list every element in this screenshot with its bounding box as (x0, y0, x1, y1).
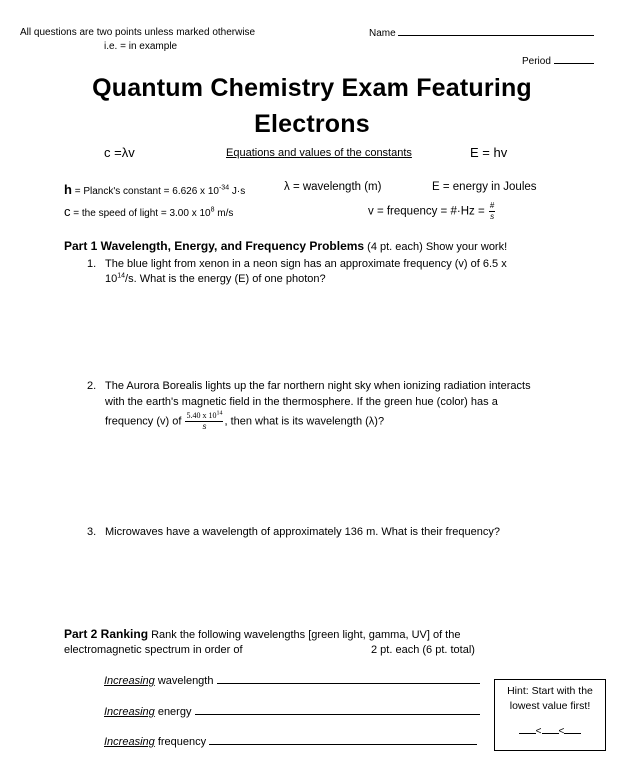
part2-heading: Part 2 Ranking Rank the following wavelengths [green light, gamma, UV] of the (64, 627, 461, 641)
hint-ordering-template: < < (495, 724, 605, 739)
hint-box (494, 679, 606, 751)
part2-subheading: electromagnetic spectrum in order of (64, 644, 243, 656)
hint-line-2: lowest value first! (509, 700, 591, 712)
frequency-fraction: $\frac{\#}{s}$ (489, 201, 495, 221)
question-2: 2. The Aurora Borealis lights up the far northern night sky when ionizing radiation interacts with the earth's magnetic field in the thermosphere. If the green hue (color) has a frequency (v) of $\frac{5.40 x 10^{14}}{s}$ , then what is its wavelength (λ)? (87, 380, 531, 431)
hint-line-1: Hint: Start with the (507, 685, 593, 697)
period-blank[interactable] (554, 63, 594, 64)
instructions-line-2: i.e. = in example (104, 41, 178, 52)
frequency-definition: v = frequency = #·Hz = $\frac{\#}{s}$ (368, 201, 495, 221)
aurora-frequency-fraction: $\frac{5.40 x 10^{14}}{s}$ (186, 410, 223, 431)
exam-title-line-1: Quantum Chemistry Exam Featuring (92, 74, 532, 102)
period-label: Period (522, 56, 551, 67)
name-blank[interactable] (398, 35, 594, 36)
part2-points: 2 pt. each (6 pt. total) (371, 644, 475, 656)
frequency-answer-blank[interactable] (209, 744, 477, 745)
ranking-row-energy[interactable]: Increasing energy (104, 706, 480, 718)
wavelength-answer-blank[interactable] (217, 683, 480, 684)
name-field[interactable] (369, 28, 594, 39)
question-3: 3. Microwaves have a wavelength of approximately 136 m. What is their frequency? (87, 526, 500, 538)
ranking-row-frequency[interactable]: Increasing frequency (104, 736, 477, 748)
wavelength-definition: λ = wavelength (m) (284, 181, 382, 193)
energy-answer-blank[interactable] (195, 714, 480, 715)
question-1: 1. The blue light from xenon in a neon sign has an approximate frequency (v) of 6.5 x $10^{14}/s$. What is the energy (E) of one photon? (87, 258, 507, 285)
equation-photon-energy: E = hv (470, 145, 508, 160)
equations-heading: Equations and values of the constants (226, 147, 412, 159)
part1-heading: Part 1 Wavelength, Energy, and Frequency Problems (4 pt. each) Show your work! (64, 239, 508, 253)
name-label: Name (369, 28, 396, 39)
ranking-row-wavelength[interactable]: Increasing wavelength (104, 675, 480, 687)
instructions-line-1: All questions are two points unless marked otherwise (20, 27, 256, 38)
period-field[interactable] (522, 56, 594, 67)
planck-constant: h = Planck's constant = 6.626 x $10^{-34}$ J·s (64, 182, 246, 197)
equation-speed-of-light: c =λv (104, 145, 135, 160)
energy-definition: E = energy in Joules (432, 181, 537, 193)
exam-title-line-2: Electrons (254, 110, 370, 138)
speed-of-light-constant: c = the speed of light = 3.00 x $10^8$ m/s (64, 204, 234, 219)
